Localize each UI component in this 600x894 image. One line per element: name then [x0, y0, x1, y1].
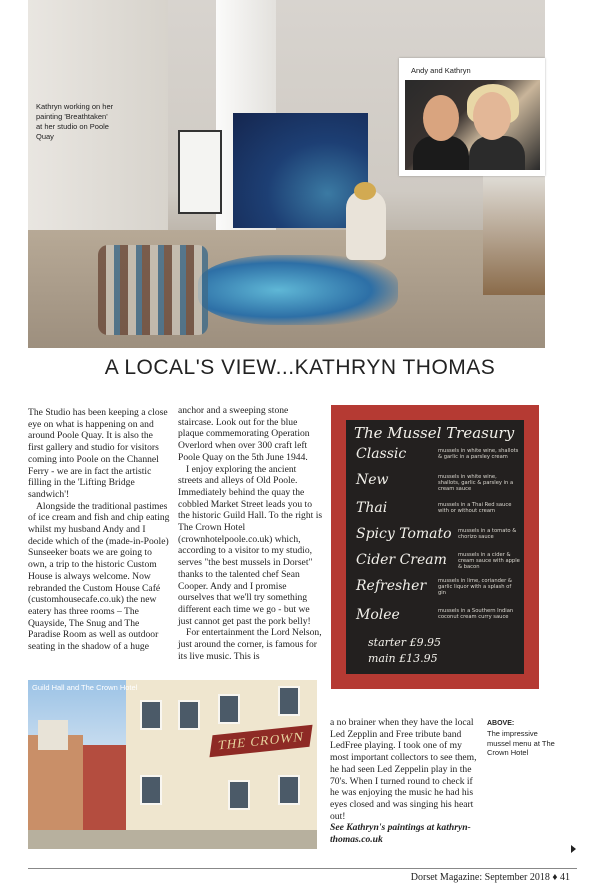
andy-face	[423, 95, 459, 141]
mussel-menu-board	[346, 420, 524, 674]
menu-item-name: Refresher	[356, 578, 427, 594]
studio-back-room	[483, 175, 545, 295]
bottom-photo-caption: Guild Hall and The Crown Hotel	[32, 683, 138, 692]
guild-hall-crown-photo	[28, 680, 317, 849]
menu-item-name: New	[356, 472, 389, 488]
article-headline: A LOCAL'S VIEW...KATHRYN THOMAS	[104, 356, 496, 379]
hotel-window	[178, 700, 200, 730]
hotel-window	[218, 694, 240, 724]
hotel-window	[140, 700, 162, 730]
andy-kathryn-photo	[405, 80, 540, 170]
paint-pots	[98, 245, 208, 335]
paragraph: a no brainer when they have the local Led Zepplin and Free tribute band LedFree playing. I took one of my most important collectors to see them, he had seen Led Zeppelin play in the 70's. When I turned round to check if he was enjoying the music he had his eyes closed and was singing his heart out!	[330, 717, 477, 822]
guild-hall-clock-tower	[38, 720, 68, 750]
inset-caption: Andy and Kathryn	[411, 66, 471, 75]
hotel-window	[278, 775, 300, 805]
menu-item-name: Spicy Tomato	[356, 526, 452, 542]
hotel-window	[278, 686, 300, 716]
menu-item-name: Thai	[356, 500, 388, 516]
street	[28, 830, 317, 849]
menu-photo-caption	[487, 718, 557, 758]
footer-rule	[28, 868, 577, 869]
menu-item-desc: mussels in a cider & cream sauce with apple & bacon	[458, 552, 520, 570]
artist-hair	[354, 182, 376, 200]
paragraph: anchor and a sweeping stone staircase. Look out for the blue plaque commemorating Operation Overlord when over 300 craft left Poole Quay on the 5th June 1944.	[178, 405, 310, 463]
paragraph: I enjoy exploring the ancient streets and alleys of Old Poole. Immediately behind the quay the cobbled Market Street leads you to the historic Guild Hall. To the right is The Crown Hotel (crownhotelpoole.co.uk) which, according to a visitor to my studio, serves "the best mussels in Dorset" thanks to the talented chef Sean Cooper. Andy and I promise ourselves that we'll try something different each time we go - but we just cannot get past the pork belly!	[178, 463, 323, 627]
paint-spill	[198, 255, 398, 325]
menu-item-desc: mussels in a Southern Indian coconut cream curry sauce	[438, 608, 514, 620]
paragraph: Alongside the traditional pastimes of ice cream and fish and chip eating whilst my husband Andy and I decide which of the (made-in-Poole) Sunseeker boats we are going to own, a trip to the historic Custom House is always welcome. Now rebranded the Custom House Café (customhousecafe.co.uk) the new eatery has three rooms – The Quayside, The Snug and The Paradise Room as well as outdoor seating in the shadow of a huge	[28, 500, 170, 653]
menu-item-desc: mussels in white wine, shallots & garlic in a parsley cream	[438, 448, 519, 460]
article-column-1	[28, 407, 170, 653]
menu-item-name: Classic	[356, 446, 407, 462]
paragraph: For entertainment the Lord Nelson, just around the corner, is famous for its live music. This is	[178, 627, 322, 662]
menu-title: The Mussel Treasury	[354, 424, 515, 442]
studio-window	[178, 130, 222, 214]
page-footer: Dorset Magazine: September 2018 ♦ 41	[410, 872, 570, 883]
hotel-window	[228, 780, 250, 810]
menu-item-name: Molee	[356, 607, 400, 623]
article-column-2	[178, 405, 323, 662]
hotel-window	[140, 775, 162, 805]
menu-item-desc: mussels in lime, coriander & garlic liquor with a splash of gin	[438, 578, 512, 596]
starter-price: starter £9.95	[368, 636, 442, 649]
article-column-3	[330, 717, 480, 846]
main-price: main £13.95	[368, 652, 438, 665]
crown-hotel-sign: THE CROWN	[209, 725, 312, 758]
menu-item-desc: mussels in a Thai Red sauce with or without cream	[438, 502, 512, 514]
menu-item-name: Cider Cream	[356, 552, 447, 568]
caption-label: ABOVE:	[487, 720, 515, 727]
artist-figure	[346, 190, 386, 260]
kathryn-face	[473, 92, 511, 140]
caption-text: The impressive mussel menu at The Crown Hotel	[487, 728, 555, 758]
website-link[interactable]: See Kathryn's paintings at kathryn-thomas.co.uk	[330, 822, 471, 846]
studio-photo-caption: Kathryn working on her painting 'Breathtaken' at her studio on Poole Quay	[36, 102, 114, 141]
paragraph: The Studio has been keeping a close eye on what is happening on and around Poole Quay. It is also the first gallery and studio for visitors coming into Poole on the Channel Ferry - we are in fact the artistic filling in the 'Lifting Bridge sandwich'!	[28, 407, 168, 500]
menu-item-desc: mussels in a tomato & chorizo sauce	[458, 528, 517, 540]
next-page-arrow-icon	[571, 845, 576, 853]
menu-item-desc: mussels in white wine, shallots, garlic & parsley in a cream sauce	[438, 474, 514, 492]
kathryn-body	[469, 136, 525, 170]
andy-body	[413, 136, 469, 170]
